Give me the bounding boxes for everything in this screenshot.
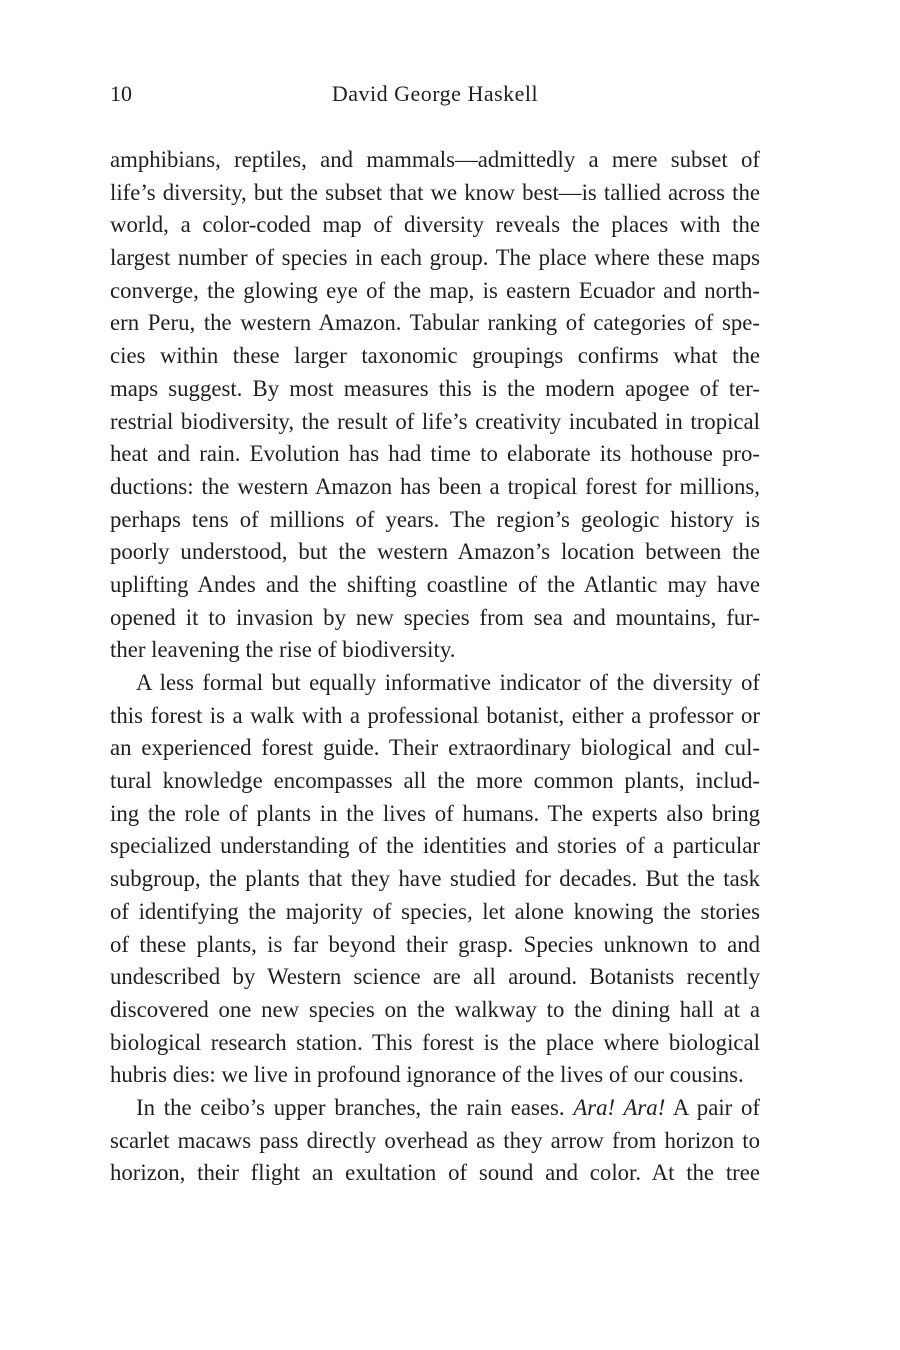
text-line: undescribed by Western science are all around. Botanists recently: [110, 964, 760, 990]
text-line: scarlet macaws pass directly overhead as they arrow from horizon to: [110, 1127, 760, 1153]
body-text: [110, 144, 760, 1190]
text-run: In the ceibo’s upper branches, the rain eases.: [136, 1094, 574, 1120]
text-line: maps suggest. By most measures this is the modern apogee of ter-: [110, 375, 760, 401]
text-line: of identifying the majority of species, let alone knowing the stories: [110, 898, 760, 924]
text-line: ing the role of plants in the lives of humans. The experts also bring: [110, 800, 760, 826]
text-line: this forest is a walk with a professional botanist, either a professor or: [110, 702, 760, 728]
text-line: biological research station. This forest is the place where biological: [110, 1029, 760, 1055]
text-line: horizon, their flight an exultation of sound and color. At the tree: [110, 1160, 760, 1186]
text-line: perhaps tens of millions of years. The region’s geologic history is: [110, 506, 760, 532]
text-line: specialized understanding of the identities and stories of a particular: [110, 833, 760, 859]
text-line: poorly understood, but the western Amazon’s location between the: [110, 539, 760, 565]
text-line: hubris dies: we live in profound ignorance of the lives of our cousins.: [110, 1062, 744, 1088]
text-line: cies within these larger taxonomic groupings confirms what the: [110, 343, 760, 369]
text-line: A less formal but equally informative indicator of the diversity of: [136, 670, 760, 695]
text-line: ther leavening the rise of biodiversity.: [110, 637, 456, 663]
running-head: [110, 78, 760, 110]
paragraph-3: [110, 1092, 760, 1190]
paragraph-1: [110, 144, 760, 667]
text-line: [110, 1092, 760, 1125]
text-line: ductions: the western Amazon has been a tropical forest for millions,: [110, 473, 760, 499]
page-number: 10: [110, 81, 132, 106]
text-line: uplifting Andes and the shifting coastline of the Atlantic may have: [110, 571, 760, 597]
text-line: world, a color-coded map of diversity reveals the places with the: [110, 212, 760, 238]
text-line: life’s diversity, but the subset that we know best—is tallied across the: [110, 179, 760, 205]
text-line: converge, the glowing eye of the map, is eastern Ecuador and north-: [110, 277, 760, 303]
text-line: an experienced forest guide. Their extraordinary biological and cul-: [110, 735, 760, 761]
text-line: subgroup, the plants that they have studied for decades. But the task: [110, 866, 760, 892]
italic-exclamation: Ara! Ara!: [573, 1094, 666, 1120]
text-line: heat and rain. Evolution has had time to elaborate its hothouse pro-: [110, 441, 760, 467]
author-name: David George Haskell: [331, 81, 539, 106]
paragraph-2: [110, 667, 760, 1092]
text-line: tural knowledge encompasses all the more common plants, includ-: [110, 768, 760, 794]
text-line: amphibians, reptiles, and mammals—admittedly a mere subset of: [110, 147, 760, 172]
text-line: largest number of species in each group. The place where these maps: [110, 245, 760, 271]
text-line: opened it to invasion by new species from sea and mountains, fur-: [110, 604, 760, 630]
text-line: ern Peru, the western Amazon. Tabular ranking of categories of spe-: [110, 310, 760, 336]
text-run: A pair of: [665, 1094, 760, 1120]
text-line: of these plants, is far beyond their grasp. Species unknown to and: [110, 931, 760, 957]
text-line: restrial biodiversity, the result of life’s creativity incubated in tropical: [110, 408, 760, 434]
text-line: discovered one new species on the walkway to the dining hall at a: [110, 996, 760, 1022]
